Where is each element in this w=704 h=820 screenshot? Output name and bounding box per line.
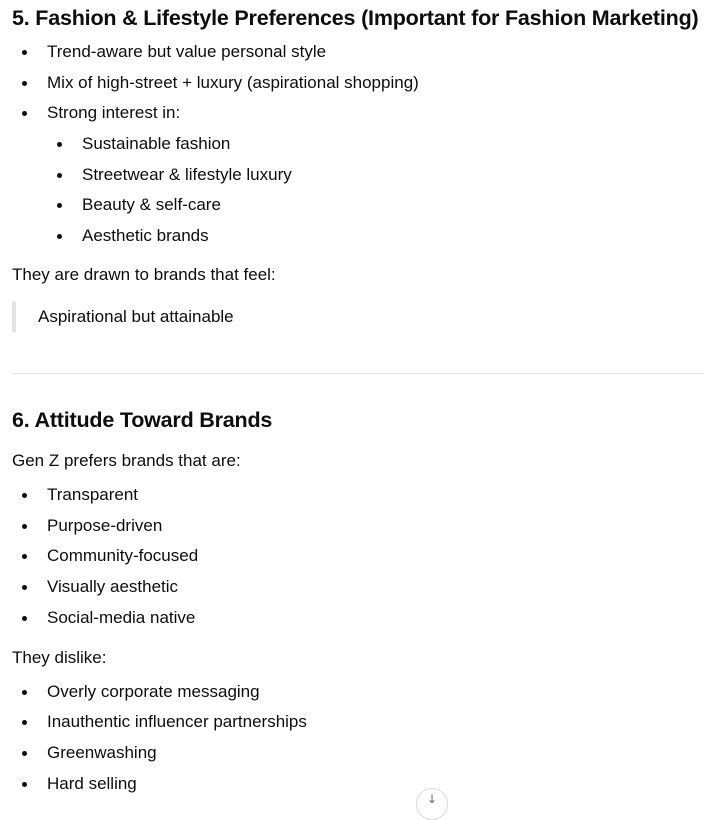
list-item-text: Trend-aware but value personal style: [47, 42, 327, 61]
drawn-to-paragraph: They are drawn to brands that feel:: [12, 265, 276, 284]
list-item-text: Strong interest in:: [47, 103, 181, 122]
bullet-dot-icon: [22, 616, 27, 621]
list-item-text: Streetwear & lifestyle luxury: [82, 165, 292, 184]
section-divider: [12, 373, 704, 374]
bullet-dot-icon: [22, 524, 27, 529]
blockquote: [12, 301, 412, 333]
quote-bar: [12, 301, 16, 333]
bullet-dot-icon: [22, 720, 27, 725]
list-item-text: Visually aesthetic: [47, 577, 179, 596]
bullet-dot-icon: [22, 111, 27, 116]
bullet-dot-icon: [22, 690, 27, 695]
list-item-text: Community-focused: [47, 546, 199, 565]
bullet-dot-icon: [22, 782, 27, 787]
bullet-dot-icon: [22, 751, 27, 756]
quote-text: Aspirational but attainable: [38, 307, 234, 326]
bullet-dot-icon: [22, 585, 27, 590]
bullet-dot-icon: [22, 81, 27, 86]
list-item-text: Hard selling: [47, 774, 137, 793]
list-item-text: Inauthentic influencer partnerships: [47, 712, 307, 731]
list-item-text: Purpose-driven: [47, 516, 163, 535]
section-6-heading: 6. Attitude Toward Brands: [12, 408, 273, 432]
list-item-text: Sustainable fashion: [82, 134, 231, 153]
section-5-heading: 5. Fashion & Lifestyle Preferences (Important for Fashion Marketing): [12, 6, 699, 30]
list-item-text: Overly corporate messaging: [47, 682, 260, 701]
bullet-dot-icon: [57, 203, 62, 208]
scroll-to-bottom-button[interactable]: [416, 788, 448, 820]
list-item-text: Beauty & self-care: [82, 195, 221, 214]
bullet-dot-icon: [57, 173, 62, 178]
list-item-text: Aesthetic brands: [82, 226, 209, 245]
prefers-intro-paragraph: Gen Z prefers brands that are:: [12, 451, 241, 470]
dislike-intro-paragraph: They dislike:: [12, 648, 107, 667]
bullet-dot-icon: [22, 493, 27, 498]
bullet-dot-icon: [57, 142, 62, 147]
list-item-text: Social-media native: [47, 608, 196, 627]
arrow-down-icon: ↓: [426, 792, 438, 806]
bullet-dot-icon: [57, 234, 62, 239]
bullet-dot-icon: [22, 50, 27, 55]
list-item-text: Transparent: [47, 485, 139, 504]
list-item-text: Greenwashing: [47, 743, 157, 762]
list-item-text: Mix of high-street + luxury (aspirational shopping): [47, 73, 419, 92]
bullet-dot-icon: [22, 554, 27, 559]
